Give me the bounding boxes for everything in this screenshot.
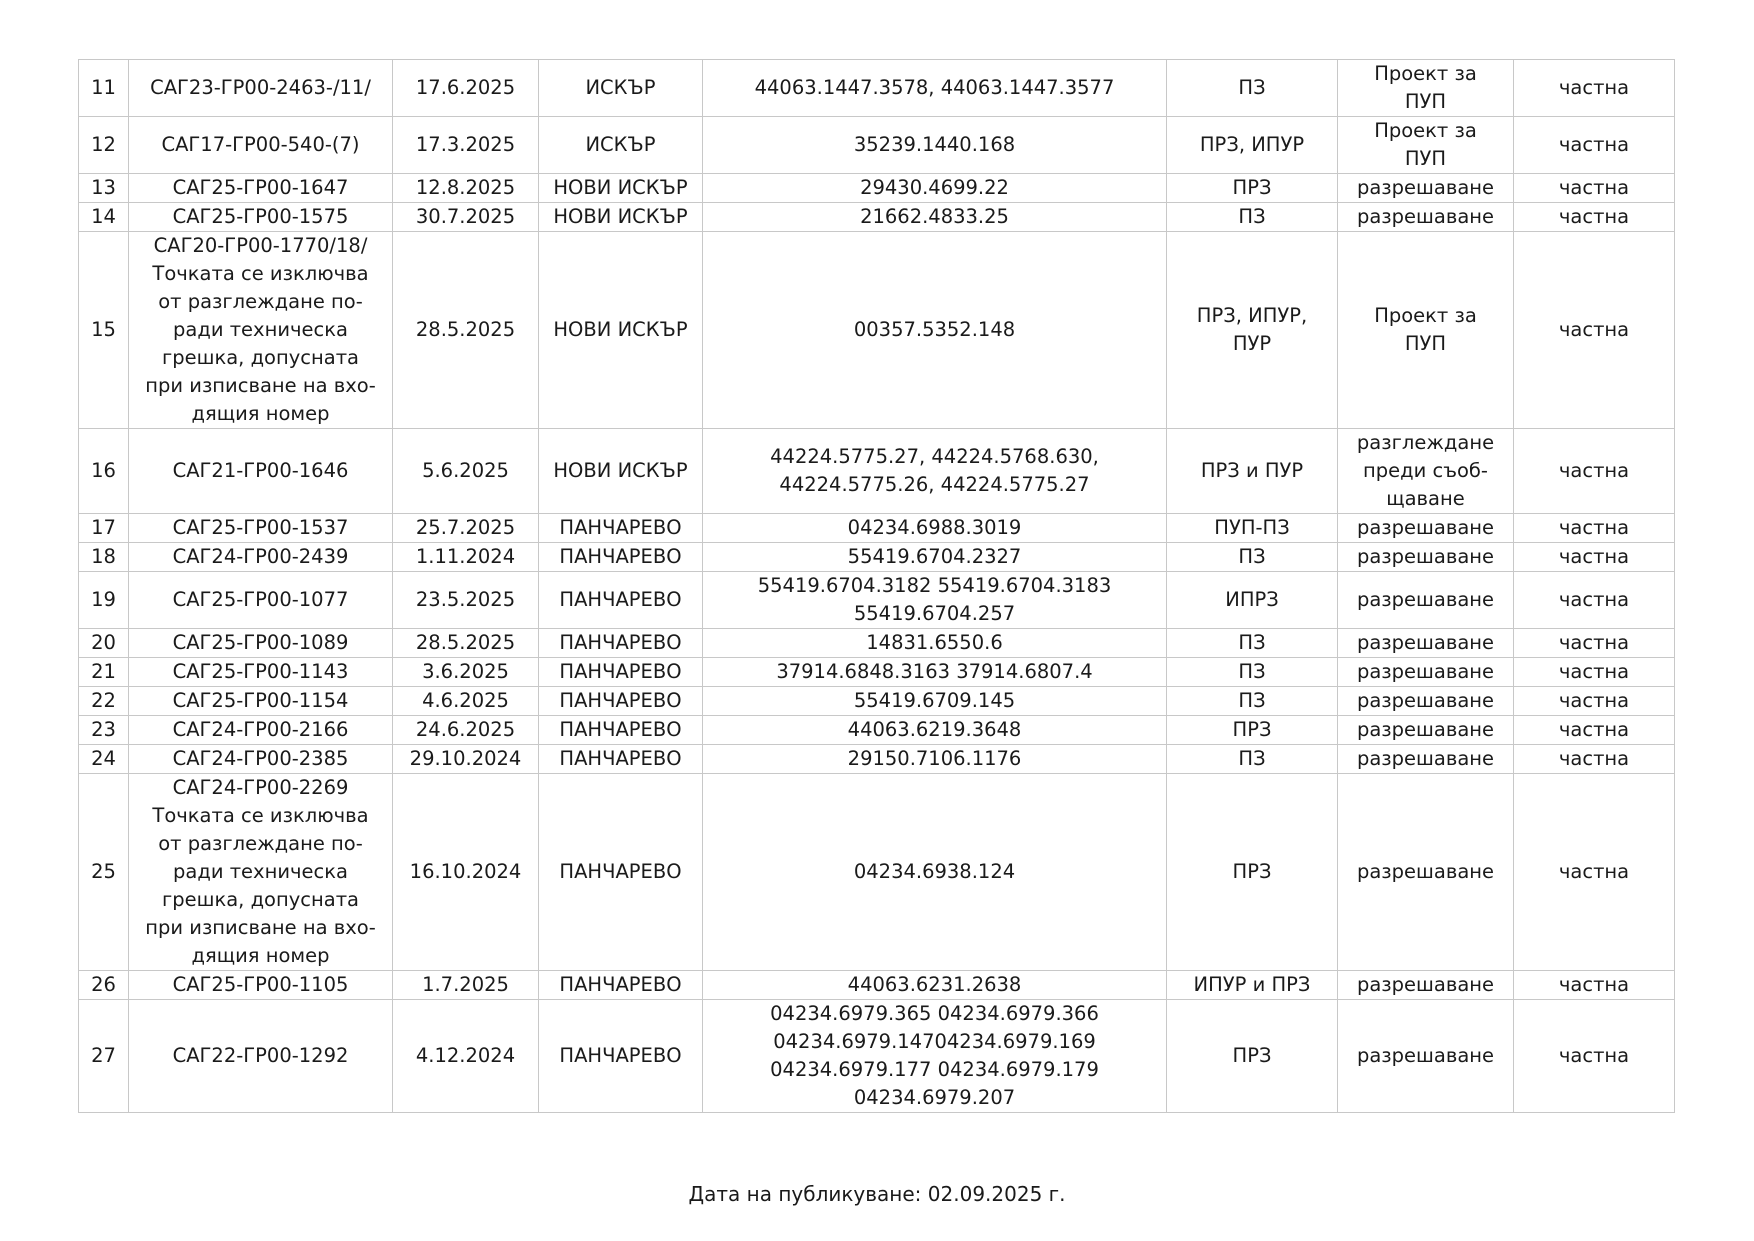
procedure-cell <box>1338 174 1514 203</box>
row-number-cell: 15 <box>79 232 129 429</box>
table-row <box>79 174 1675 203</box>
table-row <box>79 629 1675 658</box>
file-number-line: САГ25-ГР00-1143 <box>172 660 349 683</box>
plot-ids-line: 44063.6231.2638 <box>847 973 1022 996</box>
file-number-cell <box>129 745 393 774</box>
property-type-cell: частна <box>1514 174 1675 203</box>
plot-ids-line: 04234.6938.124 <box>853 860 1016 883</box>
procedure-cell <box>1338 203 1514 232</box>
procedure-line: разрешаване <box>1356 176 1495 199</box>
plan-type-cell <box>1167 572 1338 629</box>
plan-type-line: ПРЗ, ИПУР, <box>1196 304 1308 327</box>
table-row <box>79 687 1675 716</box>
plot-ids-line: 55419.6704.257 <box>853 602 1016 625</box>
file-number-cell <box>129 687 393 716</box>
plot-ids-line: 29430.4699.22 <box>860 176 1009 199</box>
property-type-cell: частна <box>1514 543 1675 572</box>
plot-ids-cell <box>703 745 1167 774</box>
file-number-line: САГ24-ГР00-2166 <box>172 718 349 741</box>
plot-ids-cell <box>703 572 1167 629</box>
plot-ids-cell <box>703 658 1167 687</box>
procedure-cell <box>1338 543 1514 572</box>
plan-type-cell <box>1167 716 1338 745</box>
plan-type-line: ПЗ <box>1238 545 1266 568</box>
district-cell: ПАНЧАРЕВО <box>539 745 703 774</box>
plan-type-cell <box>1167 117 1338 174</box>
date-cell: 24.6.2025 <box>393 716 539 745</box>
procedure-cell <box>1338 232 1514 429</box>
file-number-line: дящия номер <box>191 944 330 967</box>
procedure-line: разрешаване <box>1356 718 1495 741</box>
table-row <box>79 203 1675 232</box>
plot-ids-line: 44063.6219.3648 <box>847 718 1022 741</box>
district-cell: ПАНЧАРЕВО <box>539 543 703 572</box>
procedure-cell <box>1338 658 1514 687</box>
plan-type-line: ИПРЗ <box>1225 588 1279 611</box>
row-number-cell: 19 <box>79 572 129 629</box>
row-number-cell: 24 <box>79 745 129 774</box>
plot-ids-line: 44063.1447.3578, 44063.1447.3577 <box>754 76 1115 99</box>
file-number-cell <box>129 1000 393 1113</box>
plot-ids-cell <box>703 60 1167 117</box>
date-cell: 17.3.2025 <box>393 117 539 174</box>
plan-type-cell <box>1167 60 1338 117</box>
procedure-cell <box>1338 1000 1514 1113</box>
row-number-cell: 14 <box>79 203 129 232</box>
district-cell: НОВИ ИСКЪР <box>539 429 703 514</box>
procedure-cell <box>1338 716 1514 745</box>
file-number-line: САГ20-ГР00-1770/18/ <box>153 234 368 257</box>
procedure-line: разрешаване <box>1356 516 1495 539</box>
procedure-line: разрешаване <box>1356 545 1495 568</box>
plan-type-line: ИПУР и ПРЗ <box>1193 973 1311 996</box>
table-row <box>79 60 1675 117</box>
district-cell: ПАНЧАРЕВО <box>539 572 703 629</box>
procedure-line: разрешаване <box>1356 860 1495 883</box>
file-number-line: САГ25-ГР00-1575 <box>172 205 349 228</box>
plan-type-cell <box>1167 429 1338 514</box>
property-type-cell: частна <box>1514 971 1675 1000</box>
district-cell: НОВИ ИСКЪР <box>539 232 703 429</box>
district-cell: ПАНЧАРЕВО <box>539 687 703 716</box>
plot-ids-line: 00357.5352.148 <box>853 318 1016 341</box>
property-type-cell: частна <box>1514 572 1675 629</box>
file-number-line: от разглеждане по- <box>158 290 363 313</box>
plan-type-line: ПЗ <box>1238 76 1266 99</box>
file-number-line: грешка, допусната <box>161 888 360 911</box>
file-number-cell <box>129 514 393 543</box>
property-type-cell: частна <box>1514 60 1675 117</box>
district-cell: ПАНЧАРЕВО <box>539 971 703 1000</box>
plot-ids-cell <box>703 543 1167 572</box>
procedure-line: разглеждане <box>1356 431 1495 454</box>
file-number-cell <box>129 203 393 232</box>
date-cell: 12.8.2025 <box>393 174 539 203</box>
file-number-line: САГ25-ГР00-1105 <box>172 973 349 996</box>
row-number-cell: 23 <box>79 716 129 745</box>
table-row <box>79 658 1675 687</box>
plan-type-line: ПРЗ <box>1232 1044 1272 1067</box>
plot-ids-cell <box>703 203 1167 232</box>
district-cell: ПАНЧАРЕВО <box>539 629 703 658</box>
district-cell: ПАНЧАРЕВО <box>539 716 703 745</box>
file-number-line: САГ24-ГР00-2439 <box>172 545 349 568</box>
procedure-line: Проект за <box>1374 119 1477 142</box>
property-type-cell: частна <box>1514 429 1675 514</box>
file-number-cell <box>129 716 393 745</box>
procedure-line: Проект за <box>1374 62 1477 85</box>
date-cell: 17.6.2025 <box>393 60 539 117</box>
plan-type-line: ПУП-ПЗ <box>1214 516 1290 539</box>
file-number-line: от разглеждане по- <box>158 832 363 855</box>
procedure-cell <box>1338 117 1514 174</box>
plan-type-line: ПРЗ и ПУР <box>1200 459 1304 482</box>
table-row <box>79 716 1675 745</box>
file-number-line: при изписване на вхо- <box>145 374 376 397</box>
plan-type-line: ПРЗ, ИПУР <box>1199 133 1305 156</box>
table-row <box>79 774 1675 971</box>
file-number-line: САГ17-ГР00-540-(7) <box>161 133 360 156</box>
property-type-cell: частна <box>1514 514 1675 543</box>
plot-ids-line: 29150.7106.1176 <box>847 747 1022 770</box>
file-number-line: САГ24-ГР00-2269 <box>172 776 349 799</box>
file-number-line: САГ25-ГР00-1077 <box>172 588 349 611</box>
plan-type-line: ПЗ <box>1238 205 1266 228</box>
date-cell: 25.7.2025 <box>393 514 539 543</box>
procedure-line: разрешаване <box>1356 689 1495 712</box>
file-number-cell <box>129 971 393 1000</box>
plot-ids-cell <box>703 429 1167 514</box>
plot-ids-line: 55419.6709.145 <box>853 689 1016 712</box>
plot-ids-line: 14831.6550.6 <box>866 631 1003 654</box>
procedure-cell <box>1338 774 1514 971</box>
file-number-line: САГ21-ГР00-1646 <box>172 459 349 482</box>
file-number-line: САГ25-ГР00-1647 <box>172 176 349 199</box>
procedure-line: разрешаване <box>1356 1044 1495 1067</box>
row-number-cell: 22 <box>79 687 129 716</box>
plan-type-line: ПРЗ <box>1232 718 1272 741</box>
district-cell: ПАНЧАРЕВО <box>539 658 703 687</box>
table-row <box>79 117 1675 174</box>
plot-ids-cell <box>703 971 1167 1000</box>
plot-ids-cell <box>703 232 1167 429</box>
property-type-cell: частна <box>1514 745 1675 774</box>
table-row <box>79 971 1675 1000</box>
date-cell: 28.5.2025 <box>393 629 539 658</box>
file-number-cell <box>129 117 393 174</box>
row-number-cell: 26 <box>79 971 129 1000</box>
file-number-line: ради техническа <box>173 318 348 341</box>
plan-type-cell <box>1167 745 1338 774</box>
plot-ids-line: 04234.6979.207 <box>853 1086 1016 1109</box>
date-cell: 30.7.2025 <box>393 203 539 232</box>
plot-ids-line: 44224.5775.27, 44224.5768.630, <box>770 445 1099 468</box>
property-type-cell: частна <box>1514 203 1675 232</box>
registry-table <box>78 59 1675 1113</box>
district-cell: ПАНЧАРЕВО <box>539 774 703 971</box>
plan-type-cell <box>1167 232 1338 429</box>
property-type-cell: частна <box>1514 716 1675 745</box>
property-type-cell: частна <box>1514 1000 1675 1113</box>
procedure-cell <box>1338 971 1514 1000</box>
property-type-cell: частна <box>1514 774 1675 971</box>
plan-type-cell <box>1167 174 1338 203</box>
row-number-cell: 16 <box>79 429 129 514</box>
property-type-cell: частна <box>1514 658 1675 687</box>
plan-type-cell <box>1167 687 1338 716</box>
file-number-line: грешка, допусната <box>161 346 360 369</box>
plot-ids-line: 44224.5775.26, 44224.5775.27 <box>779 473 1090 496</box>
file-number-line: Точката се изключва <box>152 262 369 285</box>
date-cell: 3.6.2025 <box>393 658 539 687</box>
file-number-cell <box>129 232 393 429</box>
procedure-cell <box>1338 629 1514 658</box>
plan-type-line: ПЗ <box>1238 631 1266 654</box>
file-number-line: дящия номер <box>191 402 330 425</box>
plot-ids-cell <box>703 629 1167 658</box>
date-cell: 1.7.2025 <box>393 971 539 1000</box>
file-number-cell <box>129 429 393 514</box>
table-body <box>79 60 1675 1113</box>
property-type-cell: частна <box>1514 687 1675 716</box>
date-cell: 5.6.2025 <box>393 429 539 514</box>
publication-date: Дата на публикуване: 02.09.2025 г. <box>688 1182 1066 1206</box>
table-row <box>79 429 1675 514</box>
row-number-cell: 18 <box>79 543 129 572</box>
plot-ids-cell <box>703 117 1167 174</box>
row-number-cell: 21 <box>79 658 129 687</box>
date-cell: 4.6.2025 <box>393 687 539 716</box>
date-cell: 29.10.2024 <box>393 745 539 774</box>
procedure-line: разрешаване <box>1356 973 1495 996</box>
plan-type-cell <box>1167 1000 1338 1113</box>
plan-type-line: ПРЗ <box>1232 860 1272 883</box>
plot-ids-line: 55419.6704.3182 55419.6704.3183 <box>757 574 1112 597</box>
file-number-line: САГ25-ГР00-1154 <box>172 689 349 712</box>
row-number-cell: 20 <box>79 629 129 658</box>
file-number-line: Точката се изключва <box>152 804 369 827</box>
table-row <box>79 1000 1675 1113</box>
procedure-cell <box>1338 60 1514 117</box>
procedure-line: разрешаване <box>1356 660 1495 683</box>
district-cell: ИСКЪР <box>539 117 703 174</box>
plot-ids-line: 35239.1440.168 <box>853 133 1016 156</box>
plan-type-cell <box>1167 658 1338 687</box>
procedure-line: разрешаване <box>1356 747 1495 770</box>
date-cell: 4.12.2024 <box>393 1000 539 1113</box>
row-number-cell: 25 <box>79 774 129 971</box>
plan-type-line: ПРЗ <box>1232 176 1272 199</box>
plan-type-line: ПЗ <box>1238 689 1266 712</box>
district-cell: ПАНЧАРЕВО <box>539 514 703 543</box>
date-cell: 16.10.2024 <box>393 774 539 971</box>
property-type-cell: частна <box>1514 117 1675 174</box>
file-number-cell <box>129 629 393 658</box>
file-number-line: САГ22-ГР00-1292 <box>172 1044 349 1067</box>
plot-ids-line: 55419.6704.2327 <box>847 545 1022 568</box>
plot-ids-cell <box>703 716 1167 745</box>
date-cell: 23.5.2025 <box>393 572 539 629</box>
district-cell: НОВИ ИСКЪР <box>539 203 703 232</box>
plot-ids-cell <box>703 687 1167 716</box>
property-type-cell: частна <box>1514 232 1675 429</box>
plan-type-cell <box>1167 514 1338 543</box>
plot-ids-cell <box>703 774 1167 971</box>
plot-ids-cell <box>703 1000 1167 1113</box>
district-cell: ПАНЧАРЕВО <box>539 1000 703 1113</box>
plan-type-cell <box>1167 774 1338 971</box>
file-number-line: САГ24-ГР00-2385 <box>172 747 349 770</box>
file-number-cell <box>129 174 393 203</box>
row-number-cell: 12 <box>79 117 129 174</box>
file-number-line: при изписване на вхо- <box>145 916 376 939</box>
file-number-line: САГ25-ГР00-1537 <box>172 516 349 539</box>
file-number-cell <box>129 658 393 687</box>
plot-ids-line: 21662.4833.25 <box>860 205 1009 228</box>
property-type-cell: частна <box>1514 629 1675 658</box>
table-row <box>79 232 1675 429</box>
district-cell: ИСКЪР <box>539 60 703 117</box>
procedure-line: ПУП <box>1404 147 1447 170</box>
table-row <box>79 543 1675 572</box>
plan-type-cell <box>1167 629 1338 658</box>
plot-ids-line: 04234.6988.3019 <box>847 516 1022 539</box>
plot-ids-line: 04234.6979.177 04234.6979.179 <box>770 1058 1099 1081</box>
procedure-line: разрешаване <box>1356 588 1495 611</box>
date-cell: 1.11.2024 <box>393 543 539 572</box>
table-row <box>79 745 1675 774</box>
file-number-cell <box>129 774 393 971</box>
procedure-line: разрешаване <box>1356 205 1495 228</box>
procedure-line: преди съоб- <box>1363 459 1488 482</box>
procedure-line: Проект за <box>1374 304 1477 327</box>
procedure-line: щаване <box>1386 487 1465 510</box>
procedure-line: разрешаване <box>1356 631 1495 654</box>
plan-type-line: ПУР <box>1232 332 1272 355</box>
file-number-line: САГ23-ГР00-2463-/11/ <box>150 76 371 99</box>
procedure-line: ПУП <box>1404 332 1447 355</box>
row-number-cell: 27 <box>79 1000 129 1113</box>
file-number-cell <box>129 60 393 117</box>
plot-ids-line: 04234.6979.14704234.6979.169 <box>773 1030 1096 1053</box>
file-number-line: САГ25-ГР00-1089 <box>172 631 349 654</box>
plan-type-cell <box>1167 203 1338 232</box>
row-number-cell: 17 <box>79 514 129 543</box>
procedure-cell <box>1338 429 1514 514</box>
plan-type-line: ПЗ <box>1238 747 1266 770</box>
plot-ids-cell <box>703 514 1167 543</box>
plot-ids-line: 04234.6979.365 04234.6979.366 <box>770 1002 1099 1025</box>
table-row <box>79 572 1675 629</box>
file-number-line: ради техническа <box>173 860 348 883</box>
procedure-cell <box>1338 745 1514 774</box>
file-number-cell <box>129 572 393 629</box>
plan-type-cell <box>1167 971 1338 1000</box>
procedure-cell <box>1338 514 1514 543</box>
date-cell: 28.5.2025 <box>393 232 539 429</box>
file-number-cell <box>129 543 393 572</box>
procedure-line: ПУП <box>1404 90 1447 113</box>
table-row <box>79 514 1675 543</box>
plan-type-line: ПЗ <box>1238 660 1266 683</box>
row-number-cell: 13 <box>79 174 129 203</box>
procedure-cell <box>1338 687 1514 716</box>
district-cell: НОВИ ИСКЪР <box>539 174 703 203</box>
plan-type-cell <box>1167 543 1338 572</box>
procedure-cell <box>1338 572 1514 629</box>
plot-ids-cell <box>703 174 1167 203</box>
plot-ids-line: 37914.6848.3163 37914.6807.4 <box>776 660 1093 683</box>
row-number-cell: 11 <box>79 60 129 117</box>
